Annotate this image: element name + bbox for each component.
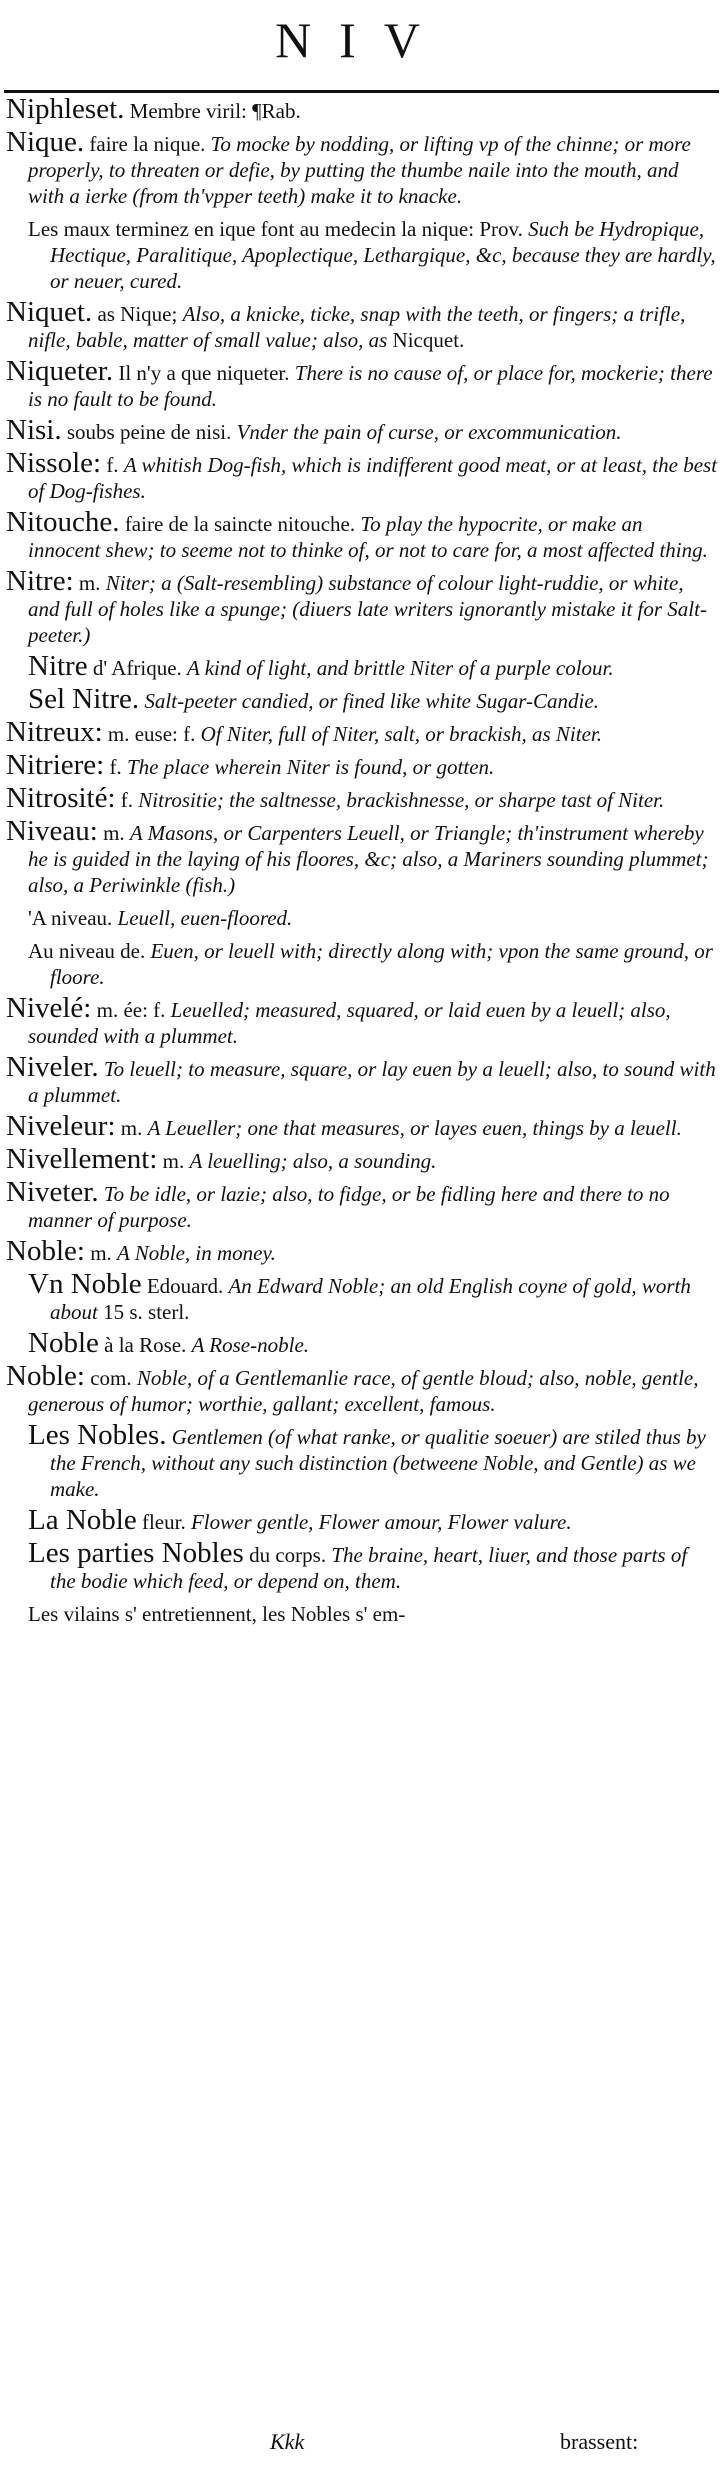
entry xyxy=(6,1176,718,1233)
gloss: A whitish Dog-fish, which is indifferent good meat, or at least, the best of Dog-fishes. xyxy=(28,453,718,503)
gloss: Nitrositie; the saltnesse, brackishnesse, or sharpe tast of Niter. xyxy=(138,788,665,812)
french-text: m. xyxy=(78,571,101,595)
entry xyxy=(6,1110,718,1142)
gloss: Vnder the pain of curse, or excommunication. xyxy=(236,420,622,444)
french-text: à la Rose. xyxy=(104,1333,187,1357)
french-text: Au niveau de. xyxy=(28,939,146,963)
entry xyxy=(6,1143,718,1175)
french-text: du corps. xyxy=(249,1543,327,1567)
sub-entry xyxy=(28,936,718,990)
french-text: m. xyxy=(90,1241,112,1265)
entry xyxy=(6,565,718,648)
entry-list xyxy=(6,93,718,1632)
headword: La Noble xyxy=(28,1504,137,1536)
sub-entry xyxy=(28,650,718,682)
headword: Nitriere: xyxy=(6,749,105,781)
entry xyxy=(6,296,718,353)
french-text: m. xyxy=(120,1116,143,1140)
french-text: as Nique; xyxy=(97,302,178,326)
entry xyxy=(6,126,718,209)
french-text: Les vilains s' entretiennent, les Nobles s' em- xyxy=(28,1602,406,1626)
french-text: f. xyxy=(109,755,122,779)
french-text: m. xyxy=(103,821,125,845)
headword: Niqueter. xyxy=(6,355,114,387)
sub-entry xyxy=(28,1537,718,1594)
sub-entry xyxy=(28,1327,718,1359)
entry xyxy=(6,506,718,563)
french-text: faire la nique. xyxy=(89,132,206,156)
gloss: To mocke by nodding, or lifting vp of the chinne; or more properly, to threaten or defie, by putting the thumbe naile into the mouth, and with a ierke (from th'vpper teeth) make it to knacke. xyxy=(28,132,691,208)
gloss: Euen, or leuell with; directly along with; vpon the same ground, or floore. xyxy=(50,939,713,989)
entry xyxy=(6,749,718,781)
gloss: Such be Hydropique, Hectique, Paralitique, Apoplectique, Lethargique, &c, because they are hardly, or neuer, cured. xyxy=(50,217,716,293)
headword: Nitrosité: xyxy=(6,782,116,814)
french-text: Les maux terminez en ique font au medecin la nique: Prov. xyxy=(28,217,523,241)
gloss: There is no cause of, or place for, mockerie; there is no fault to be found. xyxy=(28,361,713,411)
headword: Nivellement: xyxy=(6,1143,158,1175)
gloss: Leuell, euen-floored. xyxy=(117,906,293,930)
tail: 15 s. sterl. xyxy=(103,1300,190,1324)
gloss: A Leueller; one that measures, or layes euen, things by a leuell. xyxy=(147,1116,682,1140)
headword: Noble: xyxy=(6,1235,85,1267)
headword: Noble: xyxy=(6,1360,85,1392)
french-text: com. xyxy=(90,1366,132,1390)
sub-entry xyxy=(28,1268,718,1325)
gloss: The place wherein Niter is found, or gotten. xyxy=(126,755,495,779)
headword: Les Nobles. xyxy=(28,1419,167,1451)
entry xyxy=(6,1051,718,1108)
catchword: brassent: xyxy=(560,2429,639,2454)
gloss: A Rose-noble. xyxy=(191,1333,310,1357)
entry xyxy=(6,93,718,125)
gloss: Noble, of a Gentlemanlie race, of gentle bloud; also, noble, gentle, generous of humor; worthie, gallant; excellent, famous. xyxy=(28,1366,699,1416)
entry xyxy=(6,1360,718,1417)
headword: Niveleur: xyxy=(6,1110,116,1142)
headword: Noble xyxy=(28,1327,99,1359)
headword: Nitreux: xyxy=(6,716,103,748)
headword: Sel Nitre. xyxy=(28,683,140,715)
headword: Les parties Nobles xyxy=(28,1537,244,1569)
french-text: Membre viril: xyxy=(129,99,253,123)
headword: Nitre xyxy=(28,650,88,682)
page-footer xyxy=(0,2422,723,2462)
gloss: Salt-peeter candied, or fined like white Sugar-Candie. xyxy=(144,689,599,713)
gloss: Niter; a (Salt-resembling) substance of colour light-ruddie, or white, and full of holes like a spunge; (diuers late writers ignorantly mistake it for Salt-peeter.) xyxy=(28,571,707,647)
page-header: NIV xyxy=(275,12,448,68)
headword: Nitre: xyxy=(6,565,74,597)
headword: Niveter. xyxy=(6,1176,99,1208)
french-text: d' Afrique. xyxy=(92,656,182,680)
headword: Niveler. xyxy=(6,1051,99,1083)
french-text: Il n'y a que niqueter. xyxy=(118,361,290,385)
headword: Niveau: xyxy=(6,815,98,847)
tail: ¶Rab. xyxy=(252,99,301,123)
french-text: soubs peine de nisi. xyxy=(66,420,232,444)
gloss: To be idle, or lazie; also, to fidge, or be fidling here and there to no manner of purpose. xyxy=(28,1182,670,1232)
entry xyxy=(6,1235,718,1267)
gloss: A leuelling; also, a sounding. xyxy=(189,1149,437,1173)
french-text: m. xyxy=(162,1149,185,1173)
headword: Nique. xyxy=(6,126,85,158)
gloss: To play the hypocrite, or make an innocent shew; to seeme not to thinke of, or not to care for, a most affected thing. xyxy=(28,512,708,562)
tail: Nicquet. xyxy=(392,328,465,352)
french-text: m. ée: f. xyxy=(96,998,166,1022)
headword: Niquet. xyxy=(6,296,93,328)
gloss: Leuelled; measured, squared, or laid euen by a leuell; also, sounded with a plummet. xyxy=(28,998,671,1048)
sub-entry xyxy=(28,683,718,715)
gloss: Gentlemen (of what ranke, or qualitie soeuer) are stiled thus by the French, without any such distinction (betweene Noble, and Gentle) as we make. xyxy=(50,1425,706,1501)
headword: Niphleset. xyxy=(6,93,125,125)
french-text: f. xyxy=(106,453,119,477)
headword: Nitouche. xyxy=(6,506,120,538)
headword: Nivelé: xyxy=(6,992,92,1024)
gloss: A kind of light, and brittle Niter of a purple colour. xyxy=(187,656,614,680)
gloss: A Masons, or Carpenters Leuell, or Triangle; th'instrument whereby he is guided in the laying of his floores, &c; also, a Mariners sounding plummet; also, a Periwinkle (fish.) xyxy=(28,821,709,897)
gloss: Of Niter, full of Niter, salt, or brackish, as Niter. xyxy=(200,722,603,746)
entry xyxy=(6,815,718,898)
french-text: fleur. xyxy=(141,1510,186,1534)
gloss: A Noble, in money. xyxy=(117,1241,276,1265)
headword: Nissole: xyxy=(6,447,102,479)
sub-entry xyxy=(28,1504,718,1536)
entry xyxy=(6,782,718,814)
sub-entry xyxy=(28,903,718,931)
headword: Vn Noble xyxy=(28,1268,142,1300)
french-text: 'A niveau. xyxy=(28,906,113,930)
gloss: Also, a knicke, ticke, snap with the teeth, or fingers; a trifle, nifle, bable, matter of small value; also, as xyxy=(28,302,686,352)
french-text: f. xyxy=(120,788,134,812)
sub-entry xyxy=(28,1419,718,1502)
sub-entry xyxy=(28,1599,718,1627)
gloss: The braine, heart, liuer, and those parts of the bodie which feed, or depend on, them. xyxy=(50,1543,688,1593)
french-text: Edouard. xyxy=(146,1274,224,1298)
french-text: m. euse: f. xyxy=(107,722,196,746)
entry xyxy=(6,992,718,1049)
entry xyxy=(6,716,718,748)
gloss: To leuell; to measure, square, or lay euen by a leuell; also, to sound with a plummet. xyxy=(28,1057,716,1107)
french-text: faire de la saincte nitouche. xyxy=(124,512,356,536)
signature-mark: Kkk xyxy=(270,2429,305,2454)
entry xyxy=(6,414,718,446)
gloss: An Edward Noble; an old English coyne of gold, worth about xyxy=(50,1274,691,1324)
gloss: Flower gentle, Flower amour, Flower valure. xyxy=(190,1510,572,1534)
entry xyxy=(6,447,718,504)
headword: Nisi. xyxy=(6,414,62,446)
sub-entry xyxy=(28,214,718,294)
entry xyxy=(6,355,718,412)
